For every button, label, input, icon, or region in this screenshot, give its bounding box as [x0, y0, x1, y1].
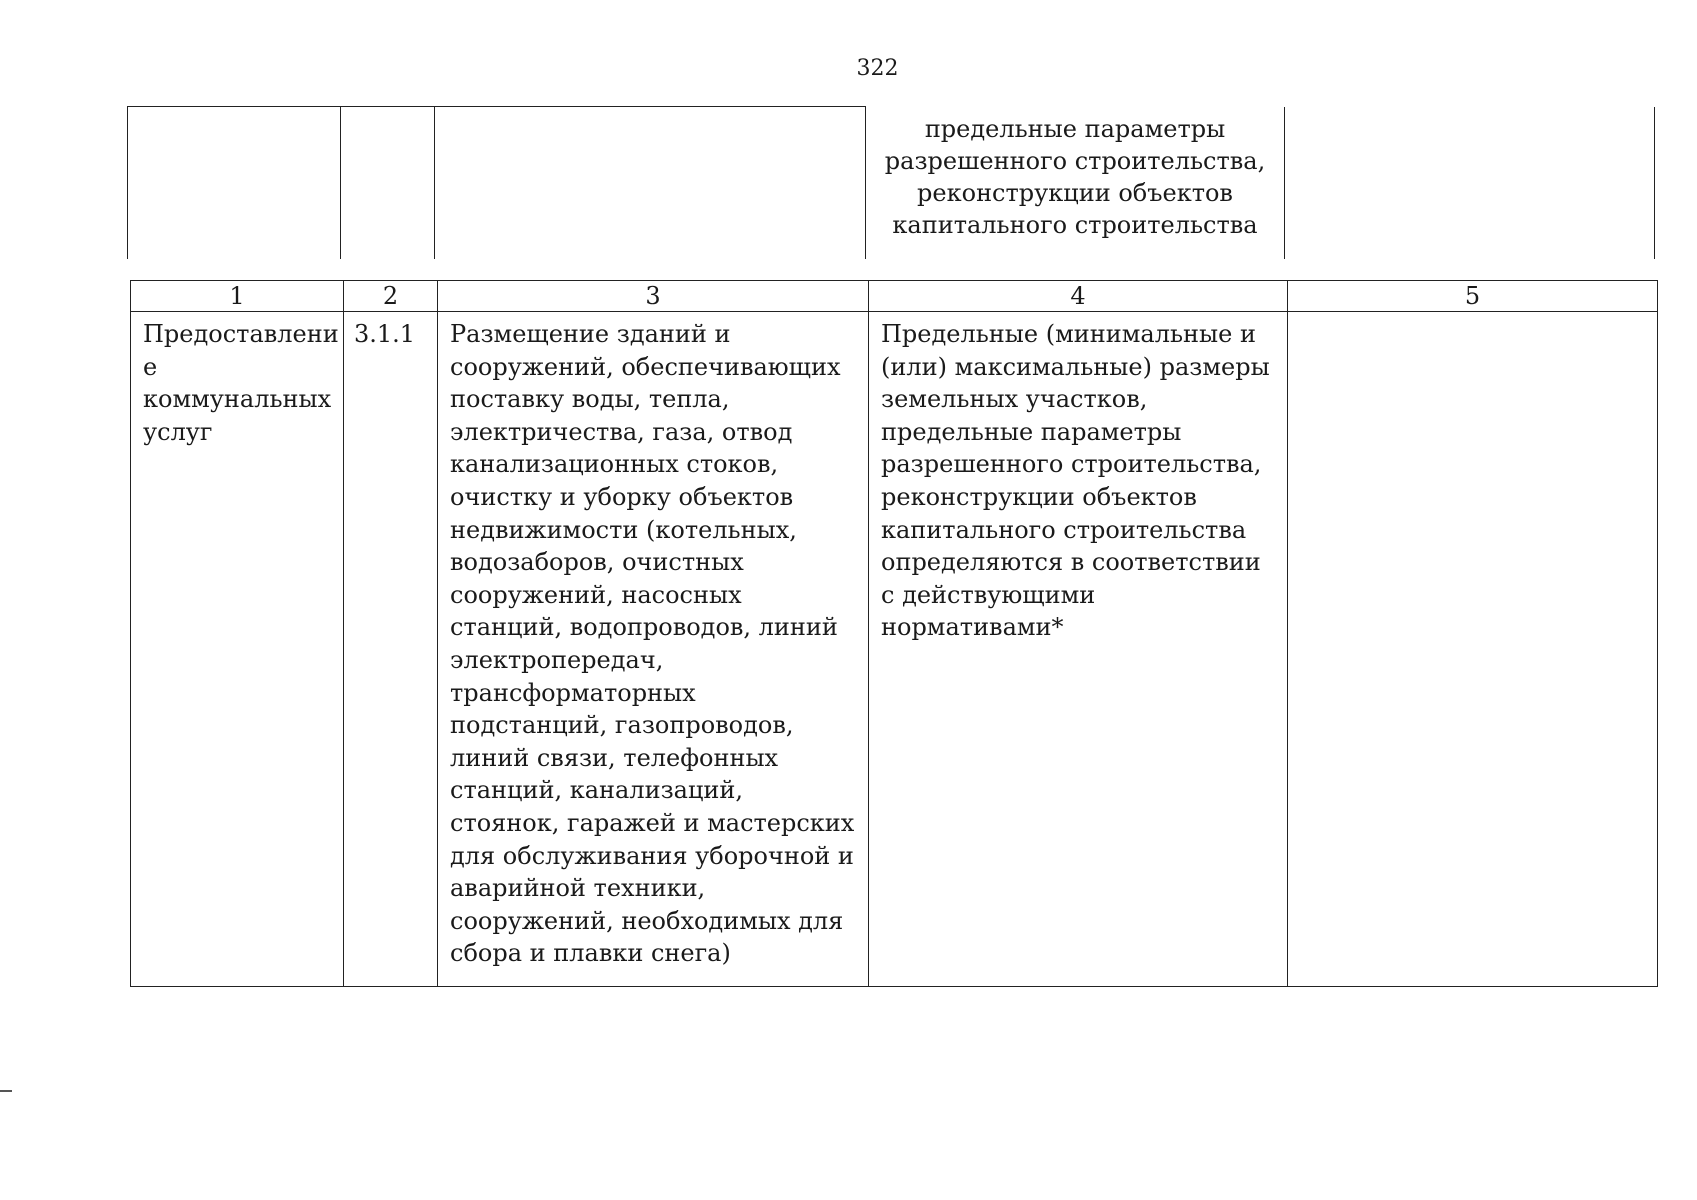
land-use-name: Предоставлени е коммунальных услуг — [131, 312, 344, 987]
land-use-code: 3.1.1 — [344, 312, 438, 987]
continuation-cell-4: предельные параметры разрешенного строительства, реконструкции объектов капитального строительства — [866, 107, 1285, 259]
header-row — [131, 281, 1658, 312]
land-use-parameters: Предельные (минимальные и (или) максимальные) размеры земельных участков, предельные параметры разрешенного строительства, реконструкции объектов капитального строительства определяются в соответствии с действующими нормативами* — [869, 312, 1288, 987]
land-use-description: Размещение зданий и сооружений, обеспечивающих поставку воды, тепла, электричества, газа, отвод канализационных стоков, очистку и уборку объектов недвижимости (котельных, водозаборов, очистных сооружений, насосных станций, водопроводов, линий электропередач, трансформаторных подстанций, газопроводов, линий связи, телефонных станций, канализаций, стоянок, гаражей и мастерских для обслуживания уборочной и аварийной техники, сооружений, необходимых для сбора и плавки снега) — [438, 312, 869, 987]
main-table — [130, 280, 1658, 987]
header-cell-1: 1 — [131, 281, 344, 312]
continuation-cell-3 — [435, 107, 866, 259]
header-cell-5: 5 — [1288, 281, 1658, 312]
header-cell-4: 4 — [869, 281, 1288, 312]
continuation-table — [127, 106, 1655, 259]
continuation-cell-5 — [1285, 107, 1655, 259]
page-number: 322 — [856, 56, 899, 81]
land-use-notes — [1288, 312, 1658, 987]
margin-mark — [0, 1090, 12, 1092]
continuation-cell-2 — [341, 107, 435, 259]
header-cell-2: 2 — [344, 281, 438, 312]
table-row — [131, 312, 1658, 987]
header-cell-3: 3 — [438, 281, 869, 312]
continuation-cell-1 — [128, 107, 341, 259]
